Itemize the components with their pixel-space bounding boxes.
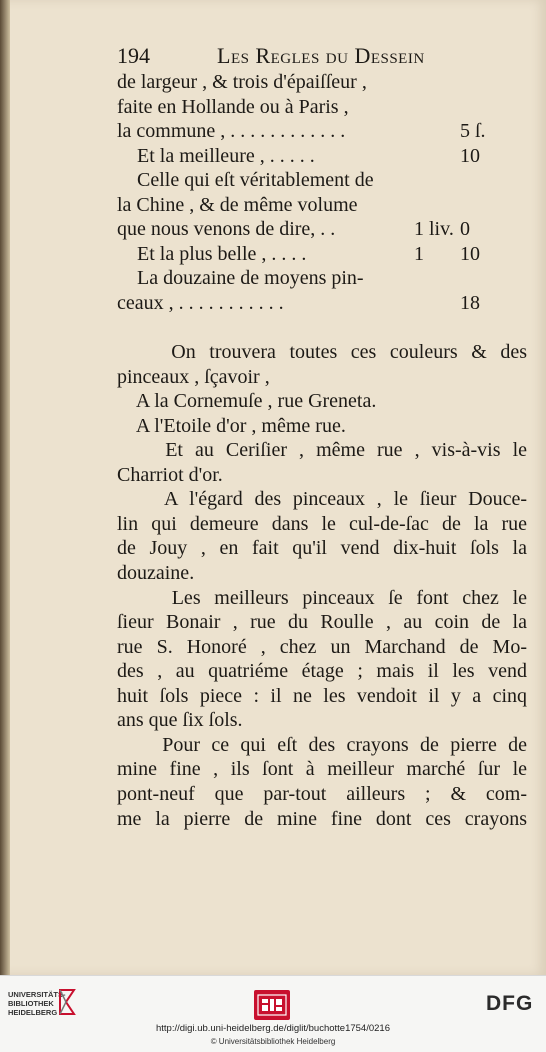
text-line: A l'Etoile d'or , même rue. bbox=[117, 414, 346, 437]
price-sols: 5 ſ. bbox=[460, 120, 486, 143]
library-logo-icon bbox=[56, 988, 76, 1016]
text-line: me la pierre de mine fine dont ces crayons bbox=[117, 807, 527, 830]
text-line: douzaine. bbox=[117, 562, 195, 584]
library-name: UNIVERSITÄTS-BIBLIOTHEK HEIDELBERG bbox=[8, 990, 66, 1017]
text-line: ceaux , . . . . . . . . . . . bbox=[117, 291, 284, 314]
text-line: On trouvera toutes ces couleurs & des bbox=[117, 341, 528, 364]
text-line: mine fine , ils ſont à meilleur marché ſur le bbox=[117, 758, 527, 781]
price-livres: 1 liv. bbox=[414, 218, 454, 241]
text-line: la Chine , & de même volume bbox=[117, 193, 358, 216]
text-line: de largeur , & trois d'épaiſſeur , bbox=[117, 71, 367, 93]
running-header bbox=[117, 44, 457, 68]
text-line: la commune , . . . . . . . . . . . . bbox=[117, 120, 346, 143]
copyright-notice: © Universitätsbibliothek Heidelberg bbox=[210, 1037, 336, 1046]
text-line: Celle qui eſt véritablement de bbox=[117, 169, 374, 192]
text-line: A l'égard des pinceaux , le ſieur Douce- bbox=[117, 488, 528, 511]
page-number: 194 bbox=[117, 43, 150, 68]
text-line: ans que ſix ſols. bbox=[117, 709, 243, 732]
text-line: faite en Hollande ou à Paris , bbox=[117, 95, 349, 118]
text-line: que nous venons de dire, . . bbox=[117, 218, 336, 241]
text-line: de Jouy , en fait qu'il vend dix-huit ſols la bbox=[117, 537, 527, 560]
text-line: lin qui demeure dans le cul-de-ſac de la rue bbox=[117, 512, 527, 535]
text-line: Les meilleurs pinceaux ſe font chez le bbox=[117, 586, 527, 609]
price-sols: 10 bbox=[460, 144, 480, 167]
price-sols: 0 bbox=[460, 218, 470, 241]
text-line: des , au quatriéme étage ; mais il les vend bbox=[117, 660, 527, 683]
text-line: Pour ce qui eſt des crayons de pierre de bbox=[117, 733, 528, 756]
text-line: ſieur Bonair , rue du Roulle , au coin de la bbox=[117, 611, 527, 634]
page-gutter-shadow bbox=[0, 0, 10, 975]
price-sols: 10 bbox=[460, 242, 480, 265]
permalink-url[interactable]: http://digi.ub.uni-heidelberg.de/diglit/buchotte1754/0216 bbox=[156, 1023, 390, 1034]
text-line: rue S. Honoré , chez un Marchand de Mo- bbox=[117, 635, 527, 658]
price-livres: 1 bbox=[414, 242, 424, 265]
text-line: pinceaux , ſçavoir , bbox=[117, 365, 270, 388]
dfg-logo: DFG bbox=[486, 992, 534, 1015]
text-line: Et la meilleure , . . . . . bbox=[117, 144, 315, 167]
price-sols: 18 bbox=[460, 291, 480, 314]
text-line: Charriot d'or. bbox=[117, 463, 223, 486]
text-line: huit ſols piece : il ne les vendoit il y a cinq bbox=[117, 684, 527, 707]
text-line: Et au Ceriſier , même rue , vis-à-vis le bbox=[117, 439, 528, 462]
digital-library-seal-icon[interactable] bbox=[254, 990, 290, 1020]
running-title: Les Regles du Dessein bbox=[217, 43, 425, 68]
viewer-footer bbox=[0, 975, 546, 1052]
text-line: pont-neuf que par-tout ailleurs ; & com- bbox=[117, 782, 527, 805]
text-line: La douzaine de moyens pin- bbox=[117, 267, 364, 290]
text-line: Et la plus belle , . . . . bbox=[117, 242, 307, 265]
text-line: A la Cornemuſe , rue Greneta. bbox=[117, 390, 377, 413]
